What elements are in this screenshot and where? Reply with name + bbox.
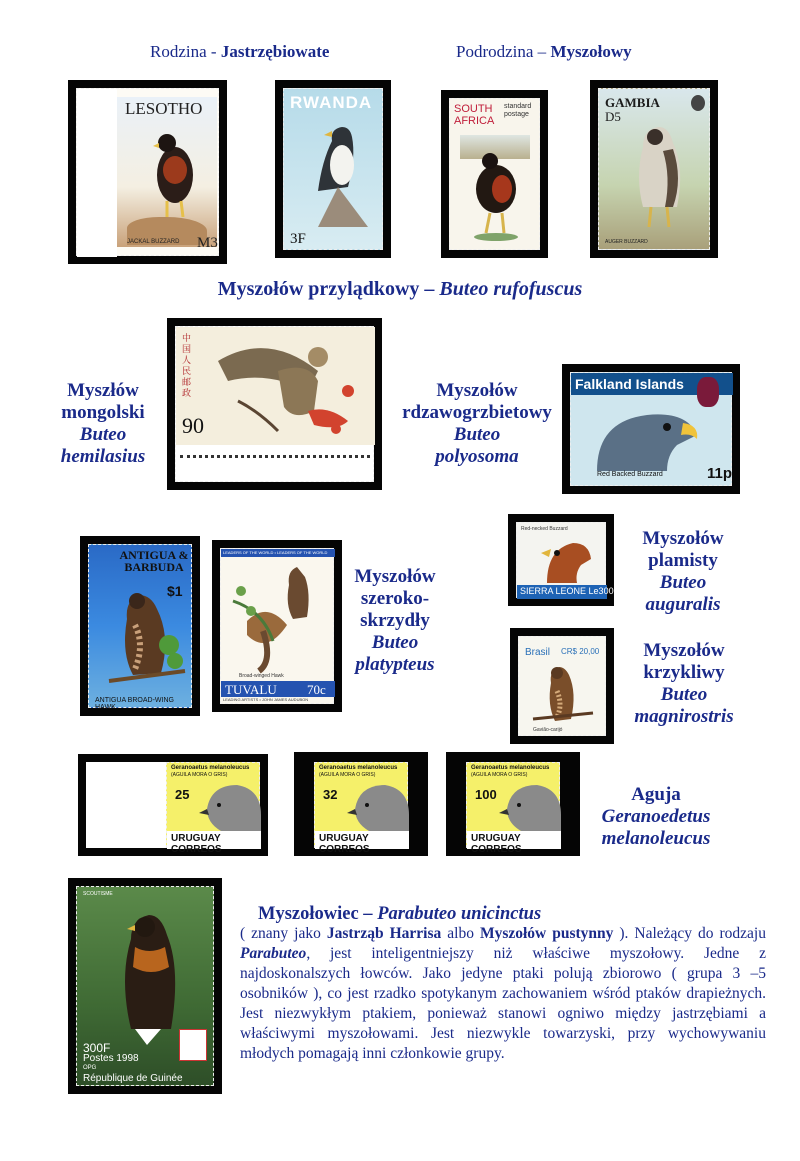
subfamily-name: Myszołowy	[550, 42, 632, 61]
stamp-uruguay-32: Geranoaetus melanoleucus (AGUILA MORA O GRIS) 32 URUGUAY CORREOS	[314, 762, 408, 848]
stamp-uruguay-25: Geranoaetus melanoleucus (AGUILA MORA O GRIS) 25 URUGUAY CORREOS	[166, 762, 260, 848]
stamp-country: Brasil	[525, 647, 551, 658]
stamp-mount-sierra-leone	[508, 514, 619, 606]
stamp-brasil: Brasil CR$ 20,00 Gavião-carijó	[518, 636, 606, 736]
buzzard-illustration	[621, 119, 697, 235]
black-chested-buzzard-eagle-illustration	[497, 779, 561, 831]
stamp-mount-antigua	[80, 536, 200, 716]
stamp-mount-uruguay-100	[446, 752, 580, 856]
family-heading: Rodzina - Jastrzębiowate	[150, 42, 330, 61]
label-grey-backed-buzzard: Myszołów plamisty Buteo auguralis	[642, 528, 724, 615]
buzzard-illustration	[464, 149, 528, 241]
stamp-mount-tuvalu	[212, 540, 342, 712]
buzzard-illustration	[302, 117, 378, 227]
stamp-sierra-leone: Red-necked Buzzard SIERRA LEONE Le3000	[516, 522, 606, 598]
stamp-country: SOUTH AFRICA	[454, 103, 495, 127]
subfamily-heading: Podrodzina – Myszołowy	[456, 42, 632, 61]
stamp-mount-south-africa	[441, 90, 548, 258]
stamp-country: URUGUAY CORREOS	[171, 833, 222, 855]
stamp-mount-china	[167, 318, 382, 490]
stamp-guinee: SCOUTISME 300F Postes 1998 OPG République de Guinée	[76, 886, 214, 1086]
stamp-tuvalu: LEADERS OF THE WORLD • LEADERS OF THE WORLD Broad-winged Hawk TUVALU 70c LEADING ARTISTS • JOHN JAMES AUDUBON	[220, 548, 334, 704]
broad-winged-hawk-illustration	[227, 561, 331, 675]
stamp-mount-uruguay-32	[294, 752, 428, 856]
stamp-mount-brasil	[510, 628, 614, 744]
roadside-hawk-illustration	[533, 661, 593, 727]
stamp-mount-lesotho	[68, 80, 227, 264]
label-broad-winged-hawk: Myszołów szeroko- skrzydły Buteo platypteus	[354, 566, 436, 675]
harris-hawk-description: ( znany jako Jastrząb Harrisa albo Myszołów pustynny ). Należący do rodzaju Parabuteo, jest inteligentniejszy niż właściwe myszołowy. Jedne z najdoskonalszych łowców. Jako jedyne ptaki polują zbiorowo ( grupa 3 –5 osobników ), co jest rzadko spotykanym zachowaniem wśród ptaków drapieżnych. Jest niezwykłym ptakiem, ponieważ stanowi ogniwo między jastrzębiami a właściwymi myszołowami. Jest niezwykle towarzyski, przy wychowywaniu młodych pomagają inni członkowie grupy.	[240, 925, 766, 1062]
stamp-country: RWANDA	[290, 93, 373, 112]
stamp-south-africa: SOUTH AFRICA standard postage	[449, 98, 540, 250]
black-chested-buzzard-eagle-illustration	[197, 779, 261, 831]
stamp-mount-rwanda	[275, 80, 391, 258]
stamp-china: 中国人民邮政 90	[175, 326, 374, 482]
stamp-country: URUGUAY CORREOS	[319, 833, 370, 855]
stamp-country: Falkland Islands	[575, 376, 684, 392]
upland-buzzard-illustration	[198, 331, 368, 443]
stamp-country: URUGUAY CORREOS	[471, 833, 522, 855]
stamp-rwanda: RWANDA 3F	[283, 88, 383, 250]
stamp-uruguay-100: Geranoaetus melanoleucus (AGUILA MORA O GRIS) 100 URUGUAY CORREOS	[466, 762, 560, 848]
label-upland-buzzard: Myszłów mongolski Buteo hemilasius	[60, 380, 146, 467]
stamp-mount-uruguay-25	[78, 754, 268, 856]
stamp-country: SIERRA LEONE	[520, 586, 587, 596]
harris-hawk-illustration	[105, 907, 197, 1047]
stamp-country: GAMBIA	[605, 95, 660, 110]
label-roadside-hawk: Myszołów krzykliwy Buteo magnirostris	[634, 640, 734, 727]
stamp-mount-gambia	[590, 80, 718, 258]
stamp-country: LESOTHO	[125, 99, 203, 118]
stamp-country: TUVALU	[225, 682, 277, 697]
harris-hawk-title: Myszołowiec – Parabuteo unicinctus	[258, 904, 542, 924]
stamp-gambia: GAMBIA D5 AUGER BUZZARD	[598, 88, 710, 250]
broad-winged-hawk-illustration	[109, 585, 185, 689]
stamp-falkland: Falkland Islands Red Backed Buzzard 11p	[570, 372, 732, 486]
buzzard-illustration	[137, 125, 207, 225]
stamp-country: ANTIGUA & BARBUDA	[119, 548, 189, 574]
red-necked-buzzard-illustration	[537, 535, 593, 583]
black-chested-buzzard-eagle-illustration	[345, 779, 409, 831]
section-heading-jackal-buzzard: Myszołów przylądkowy – Buteo rufofuscus	[217, 278, 583, 300]
label-aguja: Aguja Geranoedetus melanoleucus	[601, 784, 711, 849]
family-name: Jastrzębiowate	[220, 42, 330, 61]
stamp-country: République de Guinée	[83, 1073, 183, 1084]
stamp-antigua: ANTIGUA & BARBUDA $1 ANTIGUA BROAD-WING HAWK	[88, 544, 192, 708]
stamp-mount-falkland	[562, 314, 740, 494]
stamp-lesotho: LESOTHO JACKAL BUZZARD M3	[76, 88, 219, 256]
label-red-backed-buzzard: Myszołów rdzawogrzbietowy Buteo polyosoma	[402, 380, 552, 467]
stamp-mount-guinee	[68, 878, 222, 1094]
red-backed-buzzard-illustration	[587, 397, 711, 471]
